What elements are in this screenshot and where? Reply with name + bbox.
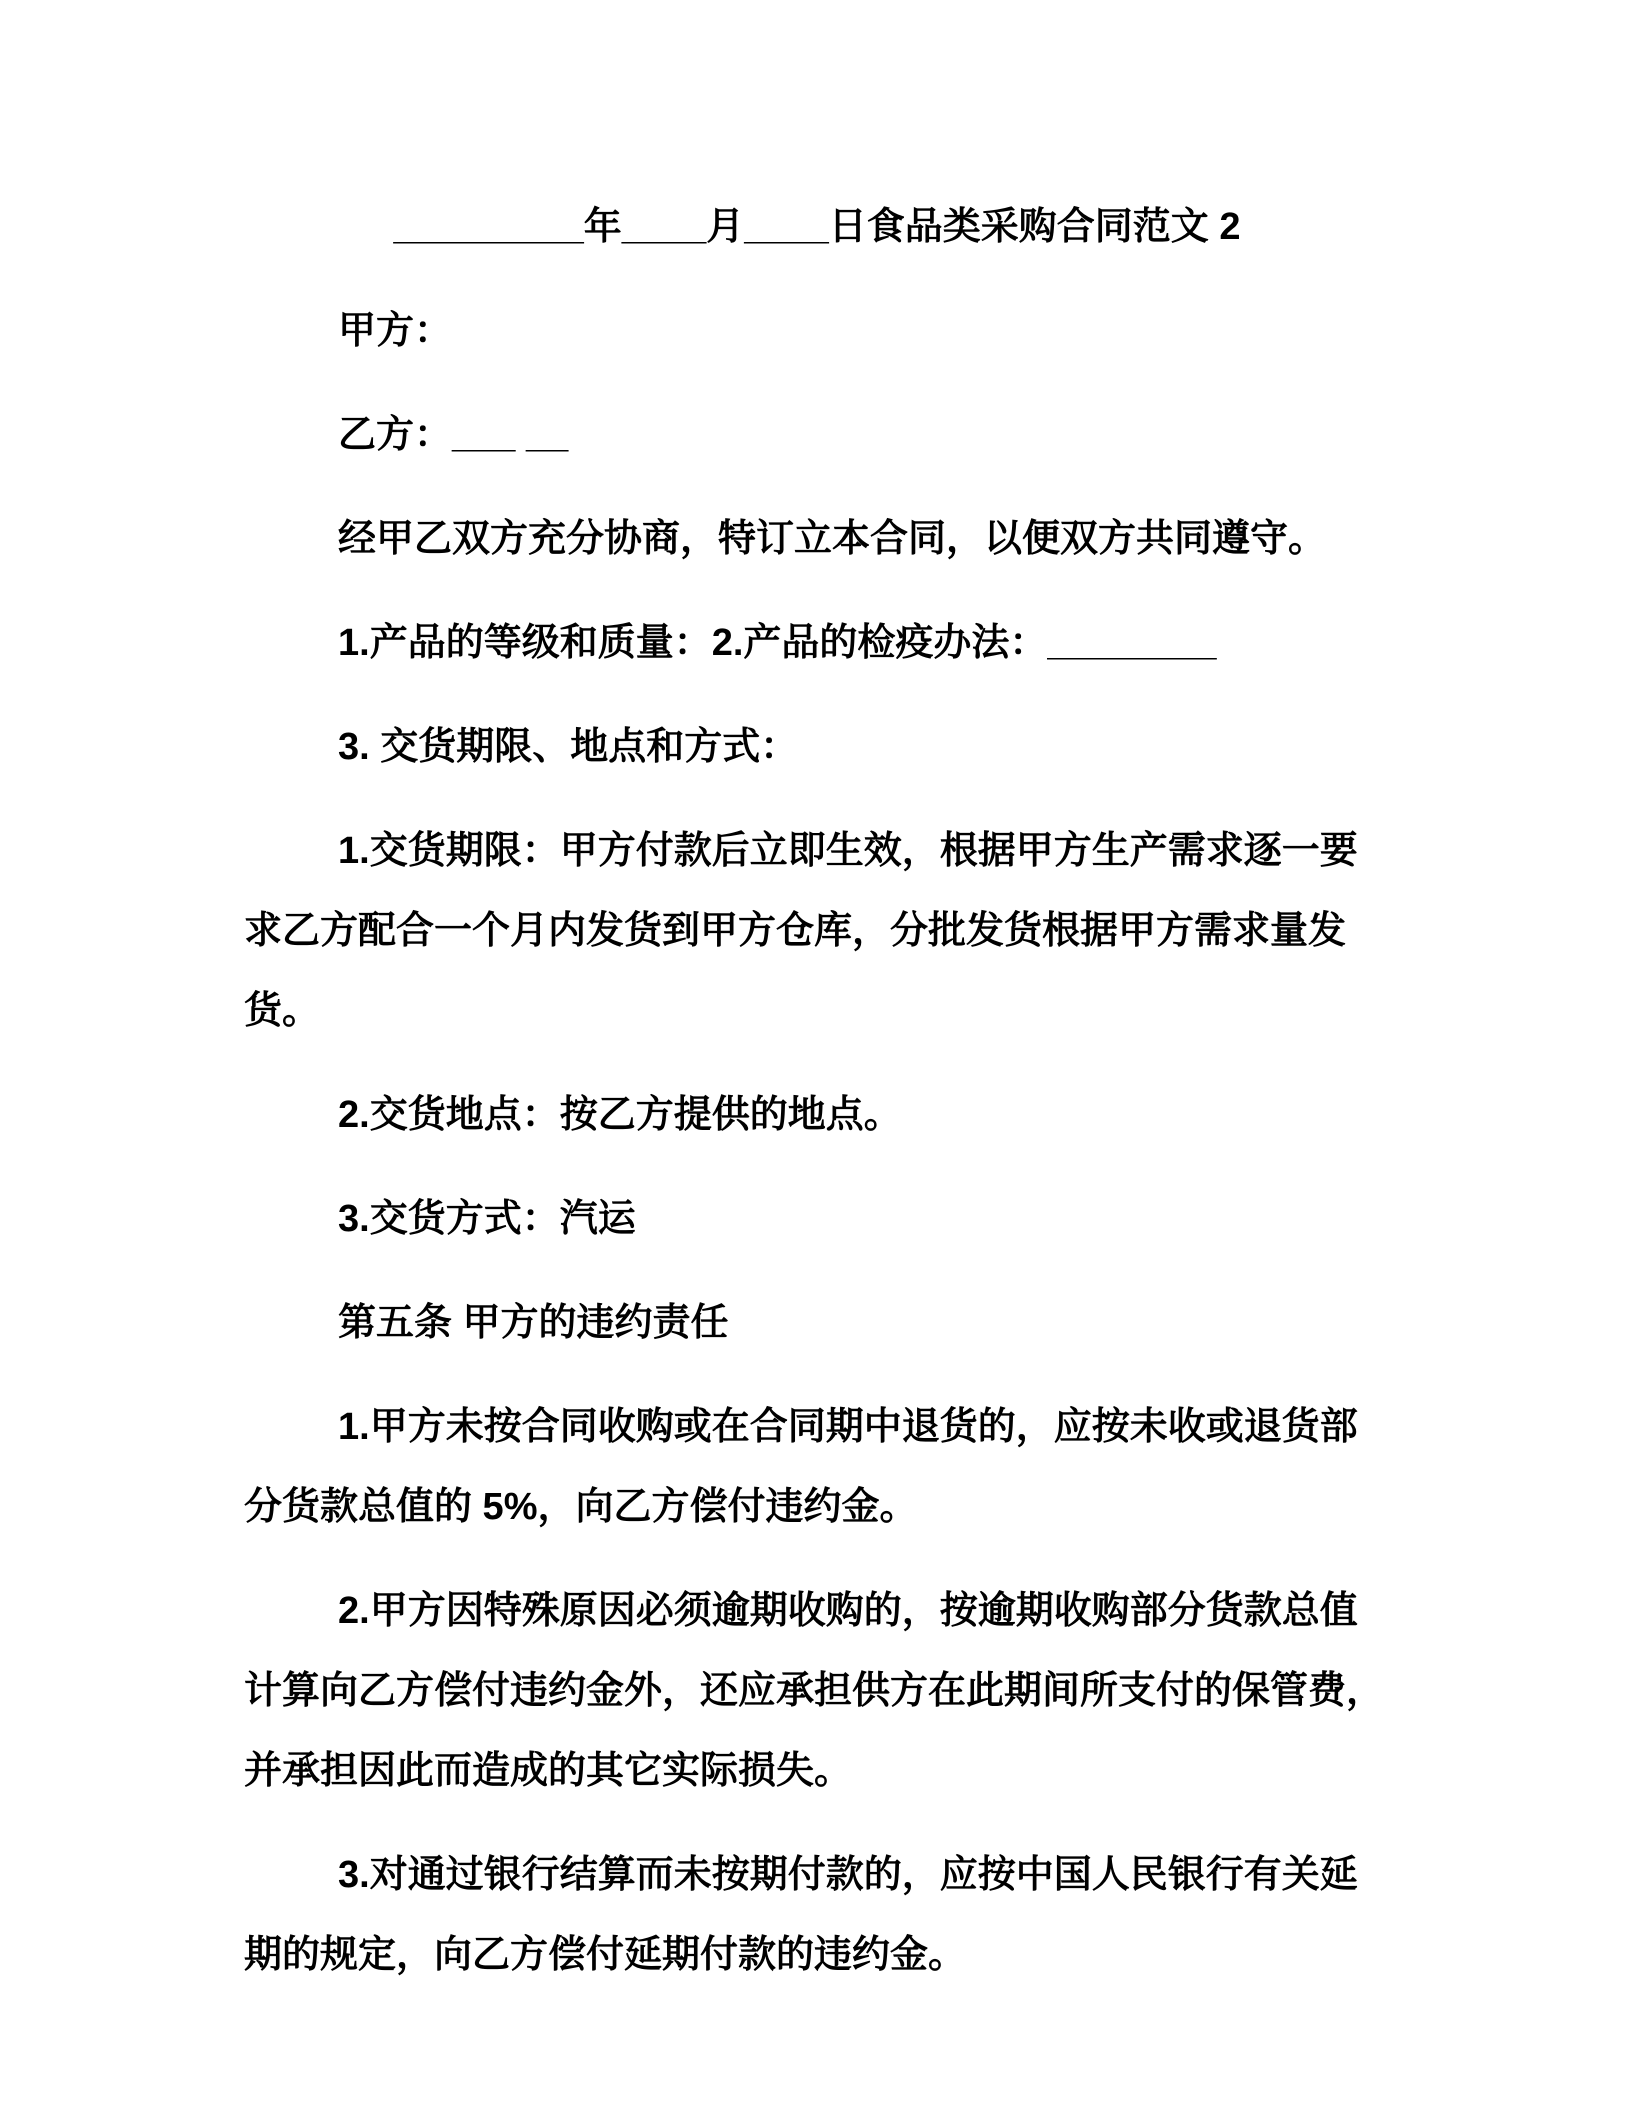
paragraph-article-5-2: 2.甲方因特殊原因必须逾期收购的，按逾期收购部分货款总值计算向乙方偿付违约金外，还应承担供方在此期间所支付的保管费，并承担因此而造成的其它实际损失。 (244, 1590, 1385, 1792)
paragraph-party-b: 乙方：___ __ (338, 414, 569, 456)
paragraph-clause-3-2: 2.交货地点：按乙方提供的地点。 (338, 1094, 902, 1136)
paragraph-preamble: 经甲乙双方充分协商，特订立本合同，以便双方共同遵守。 (338, 518, 1327, 560)
document-title: _________年____月____日食品类采购合同范文 2 (393, 206, 1241, 248)
paragraph-clause-3-1: 1.交货期限：甲方付款后立即生效，根据甲方生产需求逐一要求乙方配合一个月内发货到甲方仓库，分批发货根据甲方需求量发货。 (244, 830, 1358, 1032)
paragraph-article-5-3: 3.对通过银行结算而未按期付款的，应按中国人民银行有关延期的规定，向乙方偿付延期付款的违约金。 (244, 1854, 1358, 1976)
paragraph-article-5-heading: 第五条 甲方的违约责任 (338, 1302, 729, 1344)
paragraph-party-a: 甲方： (338, 310, 453, 352)
paragraph-clause-1-2: 1.产品的等级和质量：2.产品的检疫办法：________ (338, 622, 1217, 664)
paragraph-article-5-1: 1.甲方未按合同收购或在合同期中退货的，应按未收或退货部分货款总值的 5%，向乙方偿付违约金。 (244, 1406, 1358, 1528)
paragraph-clause-3-heading: 3. 交货期限、地点和方式： (338, 726, 799, 768)
paragraph-clause-3-3: 3.交货方式：汽运 (338, 1198, 636, 1240)
